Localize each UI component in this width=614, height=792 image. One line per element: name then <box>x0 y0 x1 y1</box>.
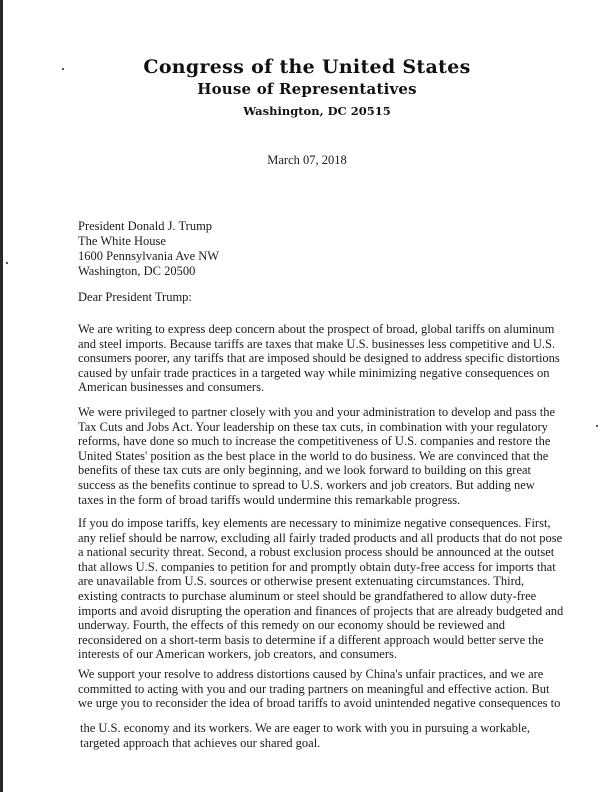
recipient-org: The White House <box>78 234 166 248</box>
paragraph-3 <box>78 516 564 662</box>
text-line: If you do impose tariffs, key elements are necessary to minimize negative consequences. First, <box>78 516 551 530</box>
paragraph-1 <box>78 322 560 395</box>
text-line: a national security threat. Second, a robust exclusion process should be announced at the outset <box>78 545 555 560</box>
letterhead-congress: Congress of the United States <box>143 56 471 78</box>
text-line: We are writing to express deep concern about the prospect of broad, global tariffs on aluminum <box>78 322 555 336</box>
text-line: imports and avoid disrupting the operation and finances of projects that are already budgeted and <box>78 603 564 618</box>
text-line: committed to acting with you and our trading partners on meaningful and effective action. But <box>78 681 550 696</box>
text-line: American businesses and consumers. <box>78 380 265 395</box>
recipient-name: President Donald J. Trump <box>78 219 213 233</box>
text-line: we urge you to reconsider the idea of broad tariffs to avoid unintended negative consequences to <box>78 696 561 711</box>
text-line: the U.S. economy and its workers. We are eager to work with you in pursuing a workable, <box>80 721 531 735</box>
recipient-city: Washington, DC 20500 <box>78 264 196 278</box>
text-line: benefits of these tax cuts are only beginning, and we look forward to building on this great <box>78 463 532 478</box>
text-line: consumers poorer, any tariffs that are imposed should be designed to address specific distortions <box>78 351 560 366</box>
text-line: taxes in the form of broad tariffs would undermine this remarkable progress. <box>78 492 461 507</box>
salutation: Dear President Trump: <box>78 290 192 304</box>
text-line: Tax Cuts and Jobs Act. Your leadership on these tax cuts, in combination with your regulatory <box>78 419 548 434</box>
text-line: We support your resolve to address distortions caused by China's unfair practices, and we are <box>78 667 544 681</box>
letter-date: March 07, 2018 <box>267 153 347 167</box>
text-line: any relief should be narrow, excluding all fairly traded products and all products that do not pose <box>78 530 563 545</box>
text-line: are unavailable from U.S. sources or otherwise present extenuating circumstances. Third, <box>78 574 525 589</box>
text-line: reconsidered on a short-term basis to determine if a different approach would better serve the <box>78 632 544 647</box>
text-line: We were privileged to partner closely with you and your administration to develop and pass the <box>78 405 555 419</box>
text-line: reforms, have done so much to increase the competitiveness of U.S. companies and restore the <box>78 434 551 449</box>
letterhead-house: House of Representatives <box>197 80 417 98</box>
recipient-address <box>78 219 219 279</box>
text-line: underway. Fourth, the effects of this remedy on our economy should be reviewed and <box>78 618 505 633</box>
letterhead-address: Washington, DC 20515 <box>243 104 391 118</box>
text-line: targeted approach that achieves our shared goal. <box>80 735 321 750</box>
recipient-street: 1600 Pennsylvania Ave NW <box>78 249 220 263</box>
text-line: United States' position as the best place in the world to do business. We are convinced that the <box>78 448 549 463</box>
paragraph-4-continued <box>80 721 548 750</box>
text-line: success as the benefits continue to spread to U.S. workers and job creators. But adding new <box>78 477 535 492</box>
text-line: existing contracts to purchase aluminum or steel should be grandfathered to allow duty-free <box>78 588 537 603</box>
paragraph-2 <box>78 405 555 507</box>
text-line: and steel imports. Because tariffs are taxes that make U.S. businesses less competitive and U.S. <box>78 336 556 351</box>
scan-speck <box>596 425 598 427</box>
scan-left-edge <box>0 0 3 792</box>
text-line: caused by unfair trade practices in a targeted way while minimizing negative consequences on <box>78 365 550 380</box>
scan-speck <box>6 262 8 264</box>
paragraph-4 <box>78 667 561 711</box>
text-line: interests of our American workers, job creators, and consumers. <box>78 647 398 662</box>
text-line: that allows U.S. companies to petition for and promptly obtain duty-free access for imports that <box>78 559 556 574</box>
